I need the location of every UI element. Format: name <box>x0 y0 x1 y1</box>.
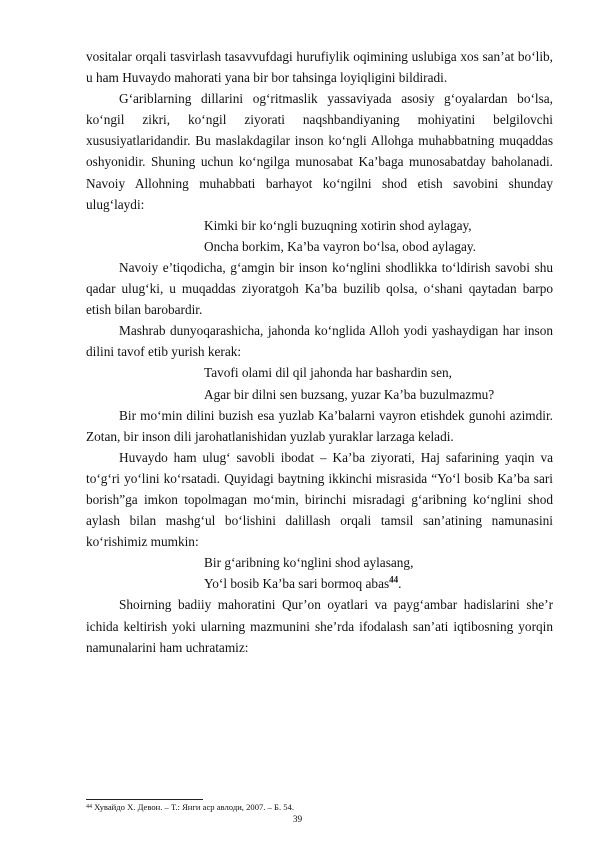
paragraph-2: G‘ariblarning dillarini og‘ritmaslik yassaviyada asosiy g‘oyalardan bo‘lsa, ko‘ngil zikri, ko‘ngil ziyorati naqshbandiyaning mohiyatini belgilovchi xususiyatlaridandir. Bu maslakdagilar inson ko‘ngli Allohga muhabbatning muqaddas oshyonidir. Shuning uchun ko‘ngilga munosabat Ka’baga munosabatday baholanadi. Navoiy Allohning muhabbati barhayot ko‘ngilni shod etish savobini shunday ulug‘laydi: <box>86 91 553 212</box>
footnote-text: Хувайдо Х. Девон. – Т.: Янги аср авлоди, 2007. – Б. 54. <box>92 802 295 812</box>
verse-3-line-2-text: Yo‘l bosib Ka’ba sari bormoq abas <box>204 576 390 592</box>
footnote-separator <box>86 799 203 800</box>
paragraph-5: Bir mo‘min dilini buzish esa yuzlab Ka’balarni vayron etishdek gunohi azimdir. Zotan, bir inson dili jarohatlanishidan yuzlab yuraklar larzaga keladi. <box>86 407 553 444</box>
verse-3-line-2 <box>86 573 553 594</box>
footnote-reference-mark: 44 <box>389 574 399 585</box>
verse-2-line-2: Agar bir dilni sen buzsang, yuzar Ka’ba buzulmazmu? <box>204 386 495 402</box>
paragraph-6: Huvaydo ham ulug‘ savobli ibodat – Ka’ba ziyorati, Haj safarining yaqin va to‘g‘ri yo‘lini ko‘rsatadi. Quyidagi baytning ikkinchi misrasida “Yo‘l bosib Ka’ba sari borish”ga imkon topolmagan mo‘min, birinchi misradagi g‘aribning ko‘nglini shod aylash bilan mashg‘ul bo‘lishini dalillash orqali tamsil san’atining namunasini ko‘rishimiz mumkin: <box>86 449 553 550</box>
verse-3-line-1: Bir g‘aribning ko‘nglini shod aylasang, <box>204 555 414 571</box>
verse-2-line-1: Tavofi olami dil qil jahonda har bashardin sen, <box>204 365 452 381</box>
paragraph-4: Mashrab dunyoqarashicha, jahonda ko‘nglida Alloh yodi yashaydigan har inson dilini tavof etib yurish kerak: <box>86 323 553 360</box>
body-text <box>86 46 553 658</box>
footnote-number: 44 <box>86 804 92 810</box>
page-number: 39 <box>292 815 303 825</box>
verse-1-line-2: Oncha borkim, Ka’ba vayron bo‘lsa, obod aylagay. <box>204 238 477 254</box>
paragraph-1: vositalar orqali tasvirlash tasavvufdagi hurufiylik oqimining uslubiga xos san’at bo‘lib, u ham Huvaydo mahorati yana bir bor tahsinga loyiqligini bildiradi. <box>86 49 553 86</box>
verse-3-line-2-end: . <box>398 576 402 592</box>
paragraph-3: Navoiy e’tiqodicha, g‘amgin bir inson ko‘nglini shodlikka to‘ldirish savobi shu qadar ulug‘ki, u muqaddas ziyoratgoh Ka’ba buzilib qolsa, o‘shani qaytadan barpo etish bilan barobardir. <box>86 259 553 318</box>
verse-1-line-1: Kimki bir ko‘ngli buzuqning xotirin shod aylagay, <box>204 217 472 233</box>
footnote <box>86 802 294 813</box>
paragraph-7: Shoirning badiiy mahoratini Qur’on oyatlari va payg‘ambar hadislarini she’r ichida keltirish yoki ularning mazmunini she’rda ifodalash san’ati iqtibosning yorqin namunalarini ham uchratamiz: <box>86 597 553 655</box>
